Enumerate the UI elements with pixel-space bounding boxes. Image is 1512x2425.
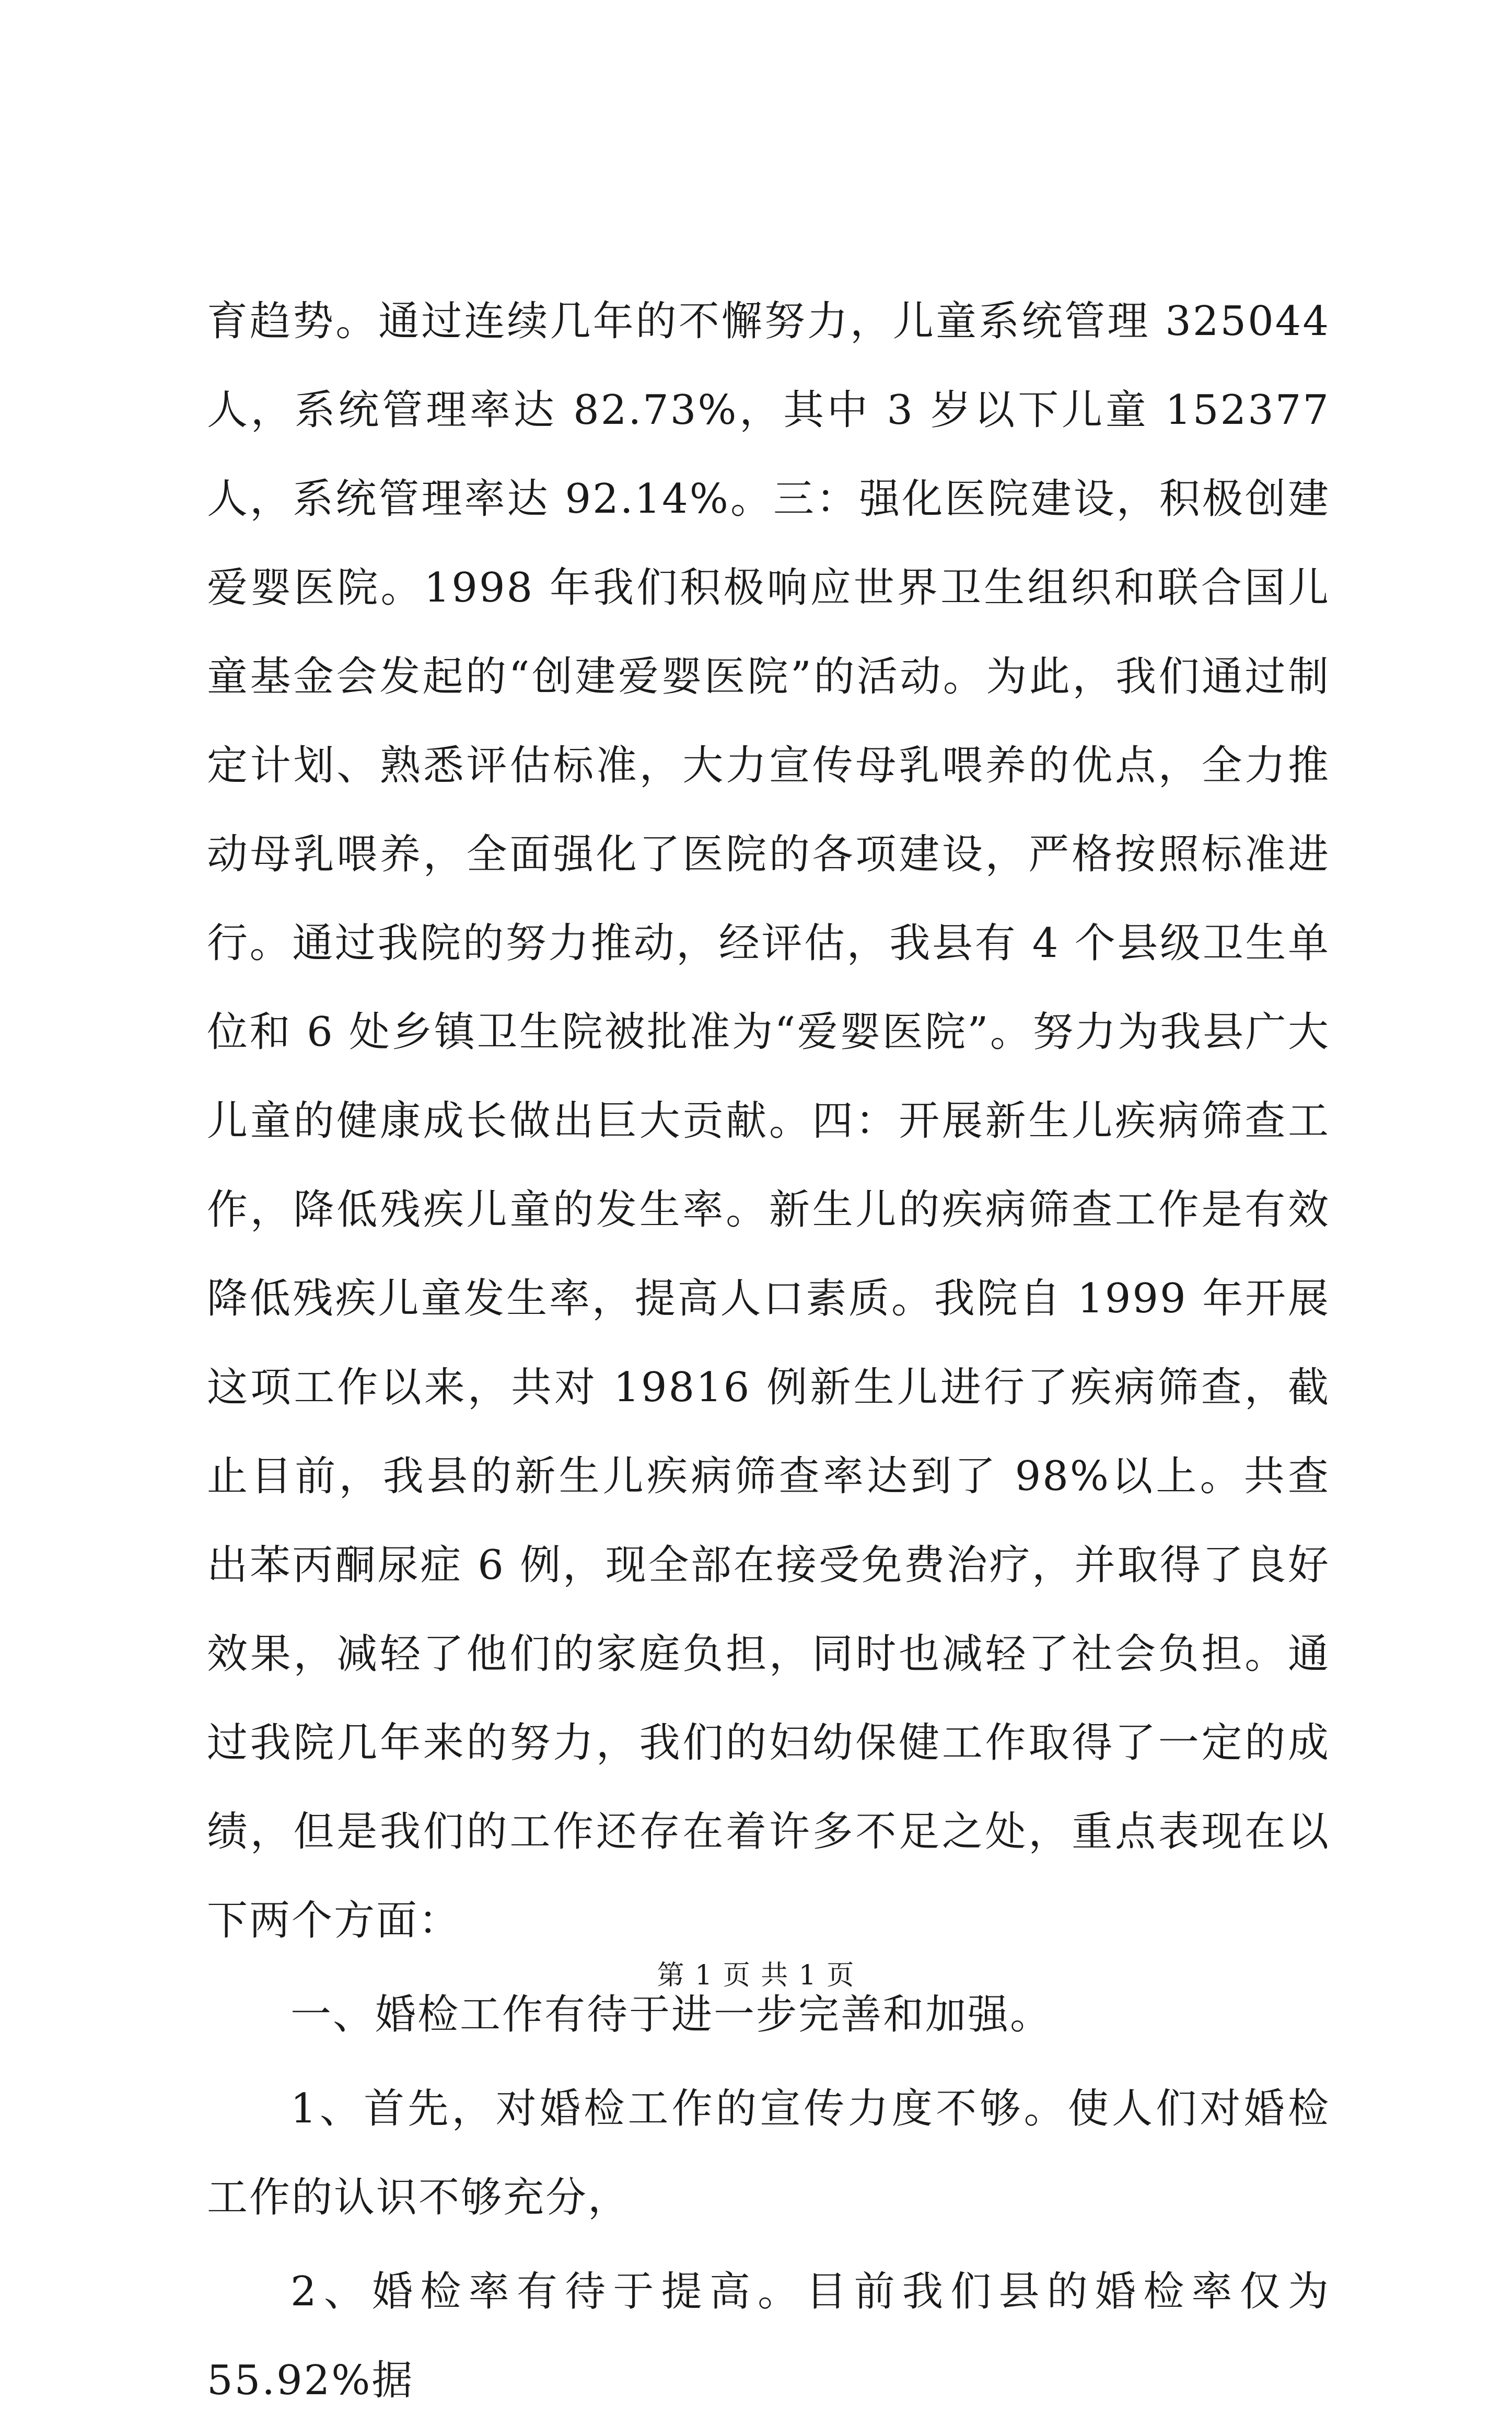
paragraph-item-1: 1、首先，对婚检工作的宣传力度不够。使人们对婚检工作的认识不够充分， [207,2085,1330,2221]
paragraph-continuation: 育趋势。通过连续几年的不懈努力，儿童系统管理 325044 人，系统管理率达 82.73%，其中 3 岁以下儿童 152377 人，系统管理率达 92.14%。三：强化医院建设，积极创建爱婴医院。1998 年我们积极响应世界卫生组织和联合国儿童基金会发起的“创建爱婴医院”的活动。为此，我们通过制定计划、熟悉评估标准，大力宣传母乳喂养的优点，全力推动母乳喂养，全面强化了医院的各项建设，严格按照标准进行。通过我院的努力推动，经评估，我县有 4 个县级卫生单位和 6 处乡镇卫生院被批准为“爱婴医院”。努力为我县广大儿童的健康成长做出巨大贡献。四：开展新生儿疾病筛查工作，降低残疾儿童的发生率。新生儿的疾病筛查工作是有效降低残疾儿童发生率，提高人口素质。我院自 1999 年开展这项工作以来，共对 19816 例新生儿进行了疾病筛查，截止目前，我县的新生儿疾病筛查率达到了 98%以上。共查出苯丙酮尿症 6 例，现全部在接受免费治疗，并取得了良好效果，减轻了他们的家庭负担，同时也减轻了社会负担。通过我院几年来的努力，我们的妇幼保健工作取得了一定的成绩，但是我们的工作还存在着许多不足之处，重点表现在以下两个方面： [207,298,1330,1944]
paragraph-item-2: 2、婚检率有待于提高。目前我们县的婚检率仅为 55.92%据 [207,2268,1330,2404]
document-body [207,277,1330,2425]
paragraph-section-heading: 一、婚检工作有待于进一步完善和加强。 [290,1991,1053,2038]
page-footer: 第 1 页 共 1 页 [657,1960,855,1991]
